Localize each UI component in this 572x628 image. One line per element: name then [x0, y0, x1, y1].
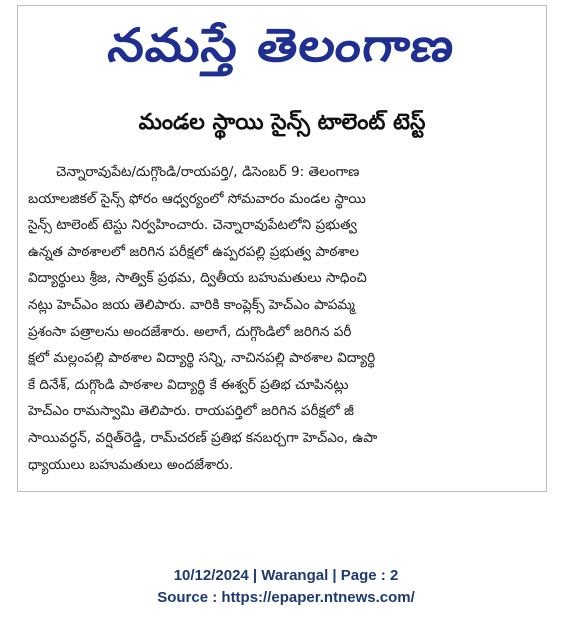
source-link[interactable]: Source : https://epaper.ntnews.com/: [157, 589, 415, 606]
article-line: ఉన్నత పాఠశాలలో జరిగిన పరీక్షలో ఉప్పరపల్లి ప్రభుత్వ పాఠశాల: [28, 243, 360, 260]
article-line: సాయివర్ధన్, వర్షిత్‌రెడ్డి, రామ్‌చరణ్ ప్రతిభ కనబర్చగా హెచ్ఎం, ఉపా: [28, 429, 378, 446]
article-line: కే దినేశ్, దుగ్గొండి పాఠశాల విద్యార్థి కే ఈశ్వర్ ప్రతిభ చూపినట్లు: [28, 376, 349, 393]
article-line: విద్యార్థులు శ్రీజ, సాత్విక్ ప్రథమ, ద్వితీయ బహుమతులు సాధించి: [28, 270, 367, 287]
article-line: బయాలజికల్ సైన్స్ ఫోరం ఆధ్వర్యంలో సోమవారం మండల స్థాయి: [28, 190, 366, 207]
article-line: సైన్స్ టాలెంట్ టెస్టు నిర్వహించారు. చెన్నారావుపేటలోని ప్రభుత్వ: [28, 217, 357, 234]
article-headline: మండల స్థాయి సైన్స్ టాలెంట్ టెస్ట్: [138, 110, 426, 135]
article-line: నట్లు హెచ్ఎం జయ తెలిపారు. వారికి కాంప్లెక్స్ హెచ్ఎం పాపమ్మ: [28, 296, 355, 313]
article-line: ధ్యాయులు బహుమతులు అందజేశారు.: [28, 456, 234, 473]
article-line: క్షలో మల్లంపల్లి పాఠశాల విద్యార్థి సన్ని, నాచినపల్లి పాఠశాల విద్యార్థి: [28, 350, 376, 367]
article-line: హెచ్ఎం రామస్వామి తెలిపారు. రాయపర్తిలో జరిగిన పరీక్షలో జీ: [28, 403, 354, 420]
article-line: ప్రశంసా పత్రాలను అందజేశారు. అలాగే, దుగ్గొండిలో జరిగిన పరీ: [28, 323, 352, 340]
publication-info: 10/12/2024 | Warangal | Page : 2: [173, 567, 399, 584]
article-body: [28, 159, 536, 478]
newspaper-clipping: [17, 5, 547, 492]
newspaper-masthead-logo: నమస్తే తెలంగాణ: [105, 18, 459, 72]
article-line: చెన్నారావుపేట/దుగ్గొండి/రాయపర్తి/, డిసెంబర్ 9: తెలంగాణ: [56, 164, 360, 180]
